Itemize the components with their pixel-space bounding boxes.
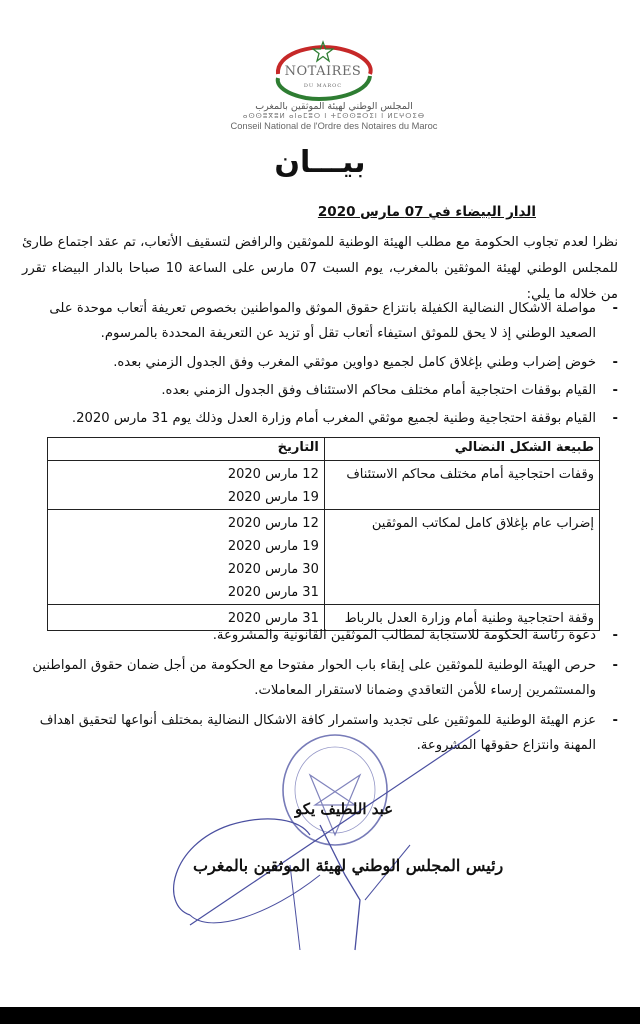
date-entry: 12 مارس 2020	[227, 467, 319, 482]
list-item-text: عزم الهيئة الوطنية للموثقين على تجديد واستمرار كافة الاشكال النضالية بمختلف أنواعها لتحقيق اهداف المهنة وانتزاع حقوقها المشروعة.	[39, 713, 596, 753]
bullet-marker: -	[612, 713, 618, 728]
list-item	[22, 653, 620, 703]
list-item	[22, 623, 620, 648]
signatory-title: رئيس المجلس الوطني لهيئة الموثقين بالمغرب	[193, 856, 504, 875]
signature-stamp	[150, 725, 550, 955]
bullet-marker: -	[612, 411, 618, 426]
schedule-table	[47, 437, 600, 631]
list-item	[22, 296, 620, 346]
date-line: الدار البيضاء في 07 مارس 2020	[317, 204, 536, 220]
council-name-french: Conseil National de l'Ordre des Notaires du Maroc	[230, 121, 438, 131]
date-entry: 19 مارس 2020	[227, 539, 319, 554]
date-entry: 30 مارس 2020	[227, 562, 319, 577]
list-item	[22, 378, 620, 403]
star-icon	[313, 42, 333, 61]
column-header-date: التاريخ	[48, 438, 325, 461]
bullet-marker: -	[612, 658, 618, 673]
list-item	[22, 406, 620, 431]
cell-type: وقفة احتجاجية وطنية أمام وزارة العدل بالرباط	[324, 605, 599, 631]
list-item-text: خوض إضراب وطني بإغلاق كامل لجميع دواوين موثقي المغرب وفق الجدول الزمني بعده.	[113, 355, 596, 370]
council-name-arabic: المجلس الوطني لهيئة الموثقين بالمغرب	[255, 101, 413, 112]
logo-subtext: DU MAROC	[303, 83, 343, 89]
document-title: بيـــان	[274, 145, 366, 180]
bottom-bar	[0, 1007, 640, 1024]
column-header-type: طبيعة الشكل النضالي	[324, 438, 599, 461]
table-row	[48, 461, 600, 510]
table-row	[48, 510, 600, 605]
cell-dates	[48, 510, 325, 605]
list-item-text: القيام بوقفة احتجاجية وطنية لجميع موثقي المغرب أمام وزارة العدل وذلك يوم 31 مارس 2020.	[71, 411, 596, 426]
bullet-marker: -	[612, 628, 618, 643]
cell-type: وقفات احتجاجية أمام مختلف محاكم الاستئناف	[324, 461, 599, 510]
list-item-text: مواصلة الاشكال النضالية الكفيلة بانتزاع حقوق الموثق والمواطنين بخصوص تعريفة أتعاب موحدة على الصعيد الوطني إذ لا يحق للموثق استيفاء أتعاب تقل أو تزيد عن التعريفة المحددة بالمرسوم.	[49, 301, 596, 341]
intro-paragraph: نظرا لعدم تجاوب الحكومة مع مطلب الهيئة الوطنية للموثقين والرافض لتسقيف الأتعاب، تم عقد اجتماع طارئ للمجلس الوطني لهيئة الموثقين بالمغرب، يوم السبت 07 مارس على الساعة 10 صباحا بالدار البيضاء تقرر من خلاله ما يلي:	[22, 235, 619, 302]
bullet-marker: -	[612, 355, 618, 370]
list-item-text: القيام بوقفات احتجاجية أمام مختلف محاكم الاستئناف وفق الجدول الزمني بعده.	[161, 383, 596, 398]
list-item-text: دعوة رئاسة الحكومة للاستجابة لمطالب الموثقين القانونية والمشروعة.	[212, 628, 596, 643]
stamp-circle	[283, 735, 387, 845]
cell-dates	[48, 461, 325, 510]
date-entry: 12 مارس 2020	[227, 516, 319, 531]
cell-type: إضراب عام بإغلاق كامل لمكاتب الموثقين	[324, 510, 599, 605]
date-entry: 19 مارس 2020	[227, 490, 319, 505]
table-header-row	[48, 438, 600, 461]
bullet-marker: -	[612, 383, 618, 398]
council-name-tifinagh: ⴰⵙⵙⵓⴳⵓⵍ ⴰⵏⴰⵎⵓⵔ ⵏ ⵜⵎⵙⵙⵓⵔⵉⵏ ⵏ ⵍⵎⵖⵔⵉⴱ	[242, 112, 426, 120]
date-entry: 31 مارس 2020	[227, 585, 319, 600]
bullet-marker: -	[612, 301, 618, 316]
logo-text: NOTAIRES	[284, 64, 362, 79]
signatory-name: عبد اللطيف يكو	[295, 800, 394, 818]
date-entry: 31 مارس 2020	[227, 611, 319, 626]
list-item-text: حرص الهيئة الوطنية للموثقين على إبقاء باب الحوار مفتوحا مع الحكومة من أجل ضمان حقوق المواطنين والمستثمرين إرساء للأمن التعاقدي وضمانا لاستقرار المعاملات.	[32, 658, 596, 698]
decisions-list	[22, 296, 620, 431]
list-item	[22, 350, 620, 375]
